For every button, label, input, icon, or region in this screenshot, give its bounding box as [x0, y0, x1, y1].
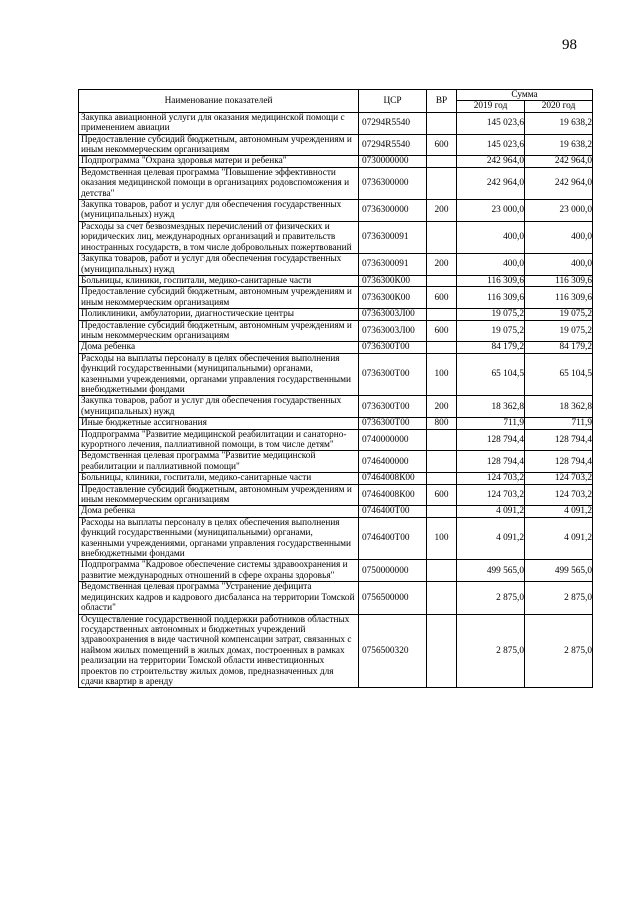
table-row [79, 517, 593, 560]
row-name: Поликлиники, амбулатории, диагностические центры [79, 309, 359, 320]
row-value-2019: 400,0 [457, 254, 525, 276]
row-vr: 600 [427, 320, 457, 342]
row-vr: 200 [427, 396, 457, 418]
row-value-2020: 124 703,2 [525, 484, 593, 506]
row-csr: 0736300Т00 [359, 396, 427, 418]
row-value-2020: 19 075,2 [525, 320, 593, 342]
row-csr: 0736300000 [359, 200, 427, 222]
row-csr: 07294R5540 [359, 134, 427, 156]
table-row [79, 134, 593, 156]
row-csr: 0736300Т00 [359, 418, 427, 429]
row-name: Закупка товаров, работ и услуг для обеспечения государственных (муниципальных) нужд [79, 200, 359, 222]
row-value-2020: 23 000,0 [525, 200, 593, 222]
row-csr: 0746400Т00 [359, 517, 427, 560]
row-csr: 0756500320 [359, 614, 427, 688]
row-value-2020: 2 875,0 [525, 614, 593, 688]
row-vr [427, 473, 457, 484]
row-value-2020: 128 794,4 [525, 451, 593, 473]
row-value-2019: 128 794,4 [457, 451, 525, 473]
row-value-2019: 116 309,6 [457, 275, 525, 286]
row-value-2020: 2 875,0 [525, 582, 593, 614]
row-name: Больницы, клиники, госпитали, медико-санитарные части [79, 275, 359, 286]
row-name: Подпрограмма "Кадровое обеспечение системы здравоохранения и развитие международных отношений в сфере охраны здоровья" [79, 560, 359, 582]
row-value-2019: 145 023,6 [457, 134, 525, 156]
row-csr: 0736300Т00 [359, 342, 427, 353]
row-value-2019: 84 179,2 [457, 342, 525, 353]
table-row [79, 473, 593, 484]
row-value-2019: 711,9 [457, 418, 525, 429]
row-value-2020: 128 794,4 [525, 429, 593, 451]
header-sum: Сумма [457, 90, 593, 101]
table-row [79, 484, 593, 506]
row-csr: 0750000000 [359, 560, 427, 582]
row-value-2020: 19 075,2 [525, 309, 593, 320]
row-name: Закупка авиационной услуги для оказания медицинской помощи с применением авиации [79, 112, 359, 134]
row-name: Иные бюджетные ассигнования [79, 418, 359, 429]
row-value-2019: 124 703,2 [457, 473, 525, 484]
table-row [79, 418, 593, 429]
header-csr: ЦСР [359, 90, 427, 113]
row-name: Расходы на выплаты персоналу в целях обеспечения выполнения функций государственными (муниципальными) органами, казенными учреждениями, органами управления государственными внебюджетными фондами [79, 353, 359, 396]
table-row [79, 614, 593, 688]
row-vr [427, 167, 457, 199]
row-vr: 600 [427, 287, 457, 309]
row-value-2019: 19 075,2 [457, 320, 525, 342]
table-row [79, 353, 593, 396]
row-vr [427, 506, 457, 517]
row-value-2019: 18 362,8 [457, 396, 525, 418]
header-vr: ВР [427, 90, 457, 113]
row-csr: 0756500000 [359, 582, 427, 614]
row-name: Предоставление субсидий бюджетным, автономным учреждениям и иным некоммерческим организациям [79, 484, 359, 506]
row-name: Закупка товаров, работ и услуг для обеспечения государственных (муниципальных) нужд [79, 396, 359, 418]
row-value-2020: 4 091,2 [525, 517, 593, 560]
row-name: Закупка товаров, работ и услуг для обеспечения государственных (муниципальных) нужд [79, 254, 359, 276]
row-csr: 07363003Л00 [359, 320, 427, 342]
header-name: Наименование показателей [79, 90, 359, 113]
row-name: Предоставление субсидий бюджетным, автономным учреждениям и иным некоммерческим организациям [79, 320, 359, 342]
row-value-2020: 124 703,2 [525, 473, 593, 484]
row-vr: 600 [427, 484, 457, 506]
row-vr [427, 560, 457, 582]
row-csr: 0746400Т00 [359, 506, 427, 517]
row-value-2019: 4 091,2 [457, 506, 525, 517]
row-value-2020: 242 964,0 [525, 167, 593, 199]
row-vr: 200 [427, 254, 457, 276]
row-name: Подпрограмма "Охрана здоровья матери и ребенка" [79, 156, 359, 167]
row-vr [427, 156, 457, 167]
table-row [79, 221, 593, 253]
row-value-2020: 4 091,2 [525, 506, 593, 517]
row-value-2019: 65 104,5 [457, 353, 525, 396]
row-csr: 0746400000 [359, 451, 427, 473]
row-value-2020: 116 309,6 [525, 275, 593, 286]
table-row [79, 309, 593, 320]
page-number: 98 [562, 37, 577, 53]
row-value-2020: 400,0 [525, 254, 593, 276]
budget-table [78, 89, 593, 688]
table-row [79, 429, 593, 451]
row-vr: 600 [427, 134, 457, 156]
row-name: Дома ребенка [79, 506, 359, 517]
row-value-2019: 124 703,2 [457, 484, 525, 506]
row-name: Расходы за счет безвозмездных перечислений от физических и юридических лиц, международных организаций и правительств иностранных государств, в том числе добровольных пожертвований [79, 221, 359, 253]
row-csr: 07294R5540 [359, 112, 427, 134]
row-csr: 0736300000 [359, 167, 427, 199]
row-value-2020: 116 309,6 [525, 287, 593, 309]
row-value-2019: 128 794,4 [457, 429, 525, 451]
row-value-2019: 499 565,0 [457, 560, 525, 582]
row-name: Предоставление субсидий бюджетным, автономным учреждениям и иным некоммерческим организациям [79, 134, 359, 156]
row-name: Подпрограмма "Развитие медицинской реабилитации и санаторно-курортного лечения, паллиативной помощи, в том числе детям" [79, 429, 359, 451]
row-value-2020: 65 104,5 [525, 353, 593, 396]
row-value-2019: 242 964,0 [457, 156, 525, 167]
row-vr [427, 342, 457, 353]
row-name: Больницы, клиники, госпитали, медико-санитарные части [79, 473, 359, 484]
table-row [79, 342, 593, 353]
row-value-2019: 19 075,2 [457, 309, 525, 320]
row-value-2019: 2 875,0 [457, 614, 525, 688]
row-vr [427, 614, 457, 688]
table-row [79, 451, 593, 473]
row-name: Предоставление субсидий бюджетным, автономным учреждениям и иным некоммерческим организациям [79, 287, 359, 309]
row-csr: 0736300Т00 [359, 353, 427, 396]
row-name: Ведомственная целевая программа "Повышение эффективности оказания медицинской помощи в организациях родовспоможения и детства" [79, 167, 359, 199]
row-value-2020: 400,0 [525, 221, 593, 253]
row-csr: 0736300091 [359, 221, 427, 253]
row-vr [427, 451, 457, 473]
row-csr: 07363003Л00 [359, 309, 427, 320]
table-row [79, 275, 593, 286]
row-value-2019: 400,0 [457, 221, 525, 253]
row-value-2020: 19 638,2 [525, 112, 593, 134]
table-row [79, 167, 593, 199]
row-value-2019: 23 000,0 [457, 200, 525, 222]
table-row [79, 506, 593, 517]
row-value-2019: 145 023,6 [457, 112, 525, 134]
row-vr [427, 275, 457, 286]
row-value-2019: 242 964,0 [457, 167, 525, 199]
row-csr: 0736300К00 [359, 275, 427, 286]
row-vr [427, 221, 457, 253]
row-name: Расходы на выплаты персоналу в целях обеспечения выполнения функций государственными (муниципальными) органами, казенными учреждениями, органами управления государственными внебюджетными фондами [79, 517, 359, 560]
row-value-2019: 4 091,2 [457, 517, 525, 560]
row-vr [427, 309, 457, 320]
row-vr [427, 112, 457, 134]
row-name: Ведомственная целевая программа "Развитие медицинской реабилитации и паллиативной помощи" [79, 451, 359, 473]
row-csr: 0740000000 [359, 429, 427, 451]
row-vr: 100 [427, 353, 457, 396]
table-row [79, 200, 593, 222]
row-value-2019: 2 875,0 [457, 582, 525, 614]
row-name: Осуществление государственной поддержки работников областных государственных автономных и бюджетных учреждений здравоохранения в виде частичной компенсации затрат, связанных с наймом жилых помещений в жилых домах, построенных в рамках реализации на территории Томской области инвестиционных проектов по строительству жилых домов, предназначенных для сдачи квартир в аренду [79, 614, 359, 688]
row-csr: 0736300К00 [359, 287, 427, 309]
row-vr: 100 [427, 517, 457, 560]
table-row [79, 560, 593, 582]
row-csr: 0730000000 [359, 156, 427, 167]
row-value-2020: 84 179,2 [525, 342, 593, 353]
table-row [79, 112, 593, 134]
row-vr: 800 [427, 418, 457, 429]
row-value-2020: 711,9 [525, 418, 593, 429]
table-row [79, 320, 593, 342]
row-csr: 07464008К00 [359, 484, 427, 506]
row-csr: 0736300091 [359, 254, 427, 276]
header-2019: 2019 год [457, 101, 525, 112]
header-2020: 2020 год [525, 101, 593, 112]
row-vr [427, 582, 457, 614]
row-name: Дома ребенка [79, 342, 359, 353]
row-value-2020: 18 362,8 [525, 396, 593, 418]
row-value-2019: 116 309,6 [457, 287, 525, 309]
row-vr [427, 429, 457, 451]
table-row [79, 396, 593, 418]
row-vr: 200 [427, 200, 457, 222]
row-csr: 07464008К00 [359, 473, 427, 484]
table-row [79, 287, 593, 309]
row-name: Ведомственная целевая программа "Устранение дефицита медицинских кадров и кадрового дисбаланса на территории Томской области" [79, 582, 359, 614]
table-row [79, 254, 593, 276]
table-row [79, 582, 593, 614]
row-value-2020: 19 638,2 [525, 134, 593, 156]
row-value-2020: 499 565,0 [525, 560, 593, 582]
table-row [79, 156, 593, 167]
row-value-2020: 242 964,0 [525, 156, 593, 167]
